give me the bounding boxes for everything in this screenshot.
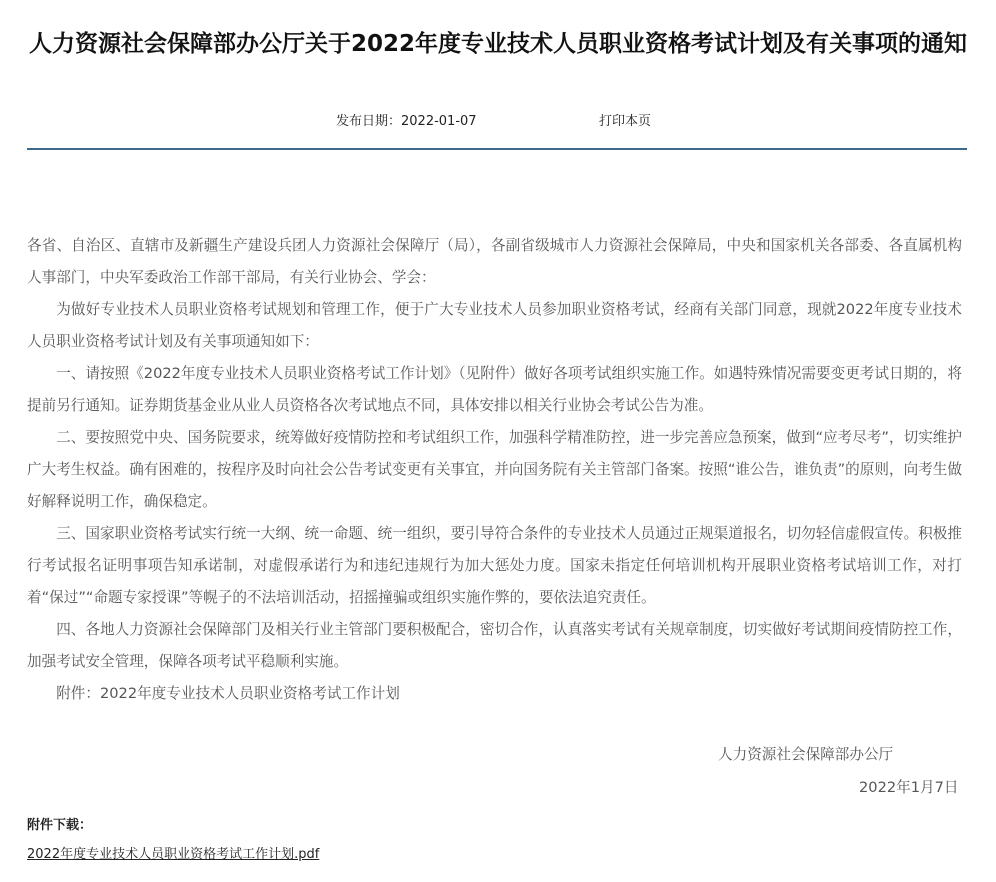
signature-date: 2022年1月7日 xyxy=(859,779,959,796)
publish-date: 发布日期：2022-01-07 xyxy=(336,114,477,129)
signature-org: 人力资源社会保障部办公厅 xyxy=(718,746,894,763)
paragraph-3: 三、国家职业资格考试实行统一大纲、统一命题、统一组织，要引导符合条件的专业技术人员通过正规渠道报名，切勿轻信虚假宣传。积极推行考试报名证明事项告知承诺制，对虚假承诺行为和违纪违规行为加大惩处力度。国家未指定任何培训机构开展职业资格考试培训工作，对打着“保过”“命题专家授课”等幌子的不法培训活动，招摇撞骗或组织实施作弊的，要依法追究责任。 xyxy=(27,525,962,606)
attachment-note: 附件：2022年度专业技术人员职业资格考试工作计划 xyxy=(56,685,400,702)
paragraph-1: 一、请按照《2022年度专业技术人员职业资格考试工作计划》（见附件）做好各项考试组织实施工作。如遇特殊情况需要变更考试日期的，将提前另行通知。证券期货基金业从业人员资格各次考试地点不同，具体安排以相关行业协会考试公告为准。 xyxy=(27,365,962,414)
attachment-download-link[interactable]: 2022年度专业技术人员职业资格考试工作计划.pdf xyxy=(27,847,320,862)
print-page-link[interactable]: 打印本页 xyxy=(599,114,652,129)
page-title: 人力资源社会保障部办公厅关于2022年度专业技术人员职业资格考试计划及有关事项的通知 xyxy=(28,31,967,57)
paragraph-2: 二、要按照党中央、国务院要求，统筹做好疫情防控和考试组织工作，加强科学精准防控，进一步完善应急预案，做到“应考尽考”，切实维护广大考生权益。确有困难的，按程序及时向社会公告考试变更有关事宜，并向国务院有关主管部门备案。按照“谁公告，谁负责”的原则，向考生做好解释说明工作，确保稳定。 xyxy=(27,429,962,510)
paragraph-4: 四、各地人力资源社会保障部门及相关行业主管部门要积极配合，密切合作，认真落实考试有关规章制度，切实做好考试期间疫情防控工作，加强考试安全管理，保障各项考试平稳顺利实施。 xyxy=(27,621,962,670)
title-divider xyxy=(27,148,967,150)
paragraph-intro: 为做好专业技术人员职业资格考试规划和管理工作，便于广大专业技术人员参加职业资格考试，经商有关部门同意，现就2022年度专业技术人员职业资格考试计划及有关事项通知如下： xyxy=(27,301,962,350)
article-body xyxy=(27,230,962,710)
salutation: 各省、自治区、直辖市及新疆生产建设兵团人力资源社会保障厅（局），各副省级城市人力资源社会保障局，中央和国家机关各部委、各直属机构人事部门，中央军委政治工作部干部局，有关行业协会、学会： xyxy=(27,237,962,286)
meta-row xyxy=(0,108,996,130)
attachment-download-label: 附件下载： xyxy=(27,818,93,833)
